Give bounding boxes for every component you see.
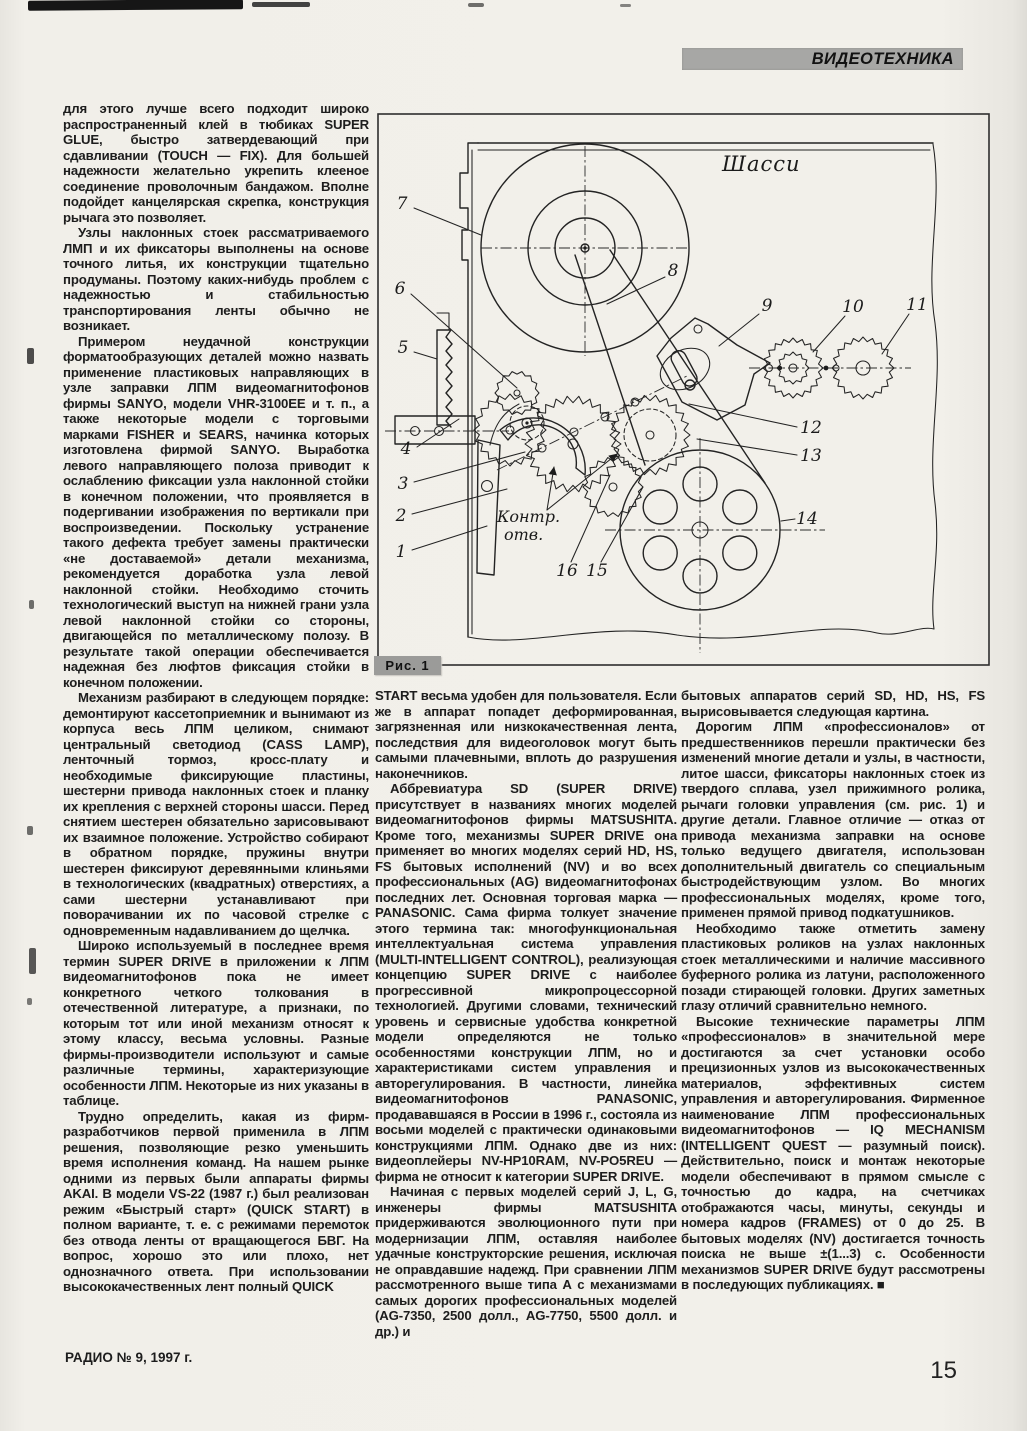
figure-callouts — [395, 194, 928, 581]
rack-bracket — [437, 313, 449, 330]
chassis-left-edge — [460, 143, 478, 637]
text-column-2 — [375, 688, 677, 1339]
callout-number: 8 — [667, 261, 679, 281]
control-hole-label: Контр. — [497, 507, 561, 526]
scan-artifact — [27, 348, 34, 364]
page-number: 15 — [930, 1357, 957, 1384]
paragraph: бытовых аппаратов серий SD, HD, HS, FS вырисовывается следующая картина. — [681, 688, 985, 719]
callout-number: 4 — [400, 439, 412, 459]
callout-leader — [697, 439, 797, 455]
paragraph: Дорогим ЛПМ «профессионалов» от предшественников перешли практически без изменений многие детали и узлы, в частности, литое шасси, фиксаторы наклонных стоек из твердого сплава, узел прижимного ролика, рычаги головки управления (см. рис. 1) и другие детали. Главное отличие — отказ от привода механизма заправки на основе только ведущего двигателя, использован дополнительный двигатель со специальным быстродействующим узлом. Во многих профессиональных моделях, кроме того, применен прямой привод подкатушников. — [681, 719, 985, 920]
callout-number: 10 — [842, 297, 864, 317]
callout-number: 1 — [395, 542, 407, 562]
callout-leader — [414, 352, 437, 359]
torn-right-edge — [932, 144, 937, 629]
gear — [525, 396, 621, 491]
callout-leader — [412, 489, 507, 514]
journal-footer: РАДИО № 9, 1997 г. — [65, 1350, 193, 1365]
scan-artifact — [29, 948, 36, 974]
callout-number: 6 — [394, 279, 406, 299]
scan-artifact — [620, 4, 631, 7]
paragraph: Трудно определить, какая из фирм-разработчиков первой применила в ЛПМ решения, позволяющие резко уменьшить время исполнения команд. На нашем рынке одними из первых были аппараты фирмы AKAI. В модели VS-22 (1987 г.) был реализован режим «Быстрый старт» (QUICK START) в полном варианте, т. е. с режимами перемоток без отвода ленты от вращающегося БВГ. На вопрос, хорошо это или плохо, нет однозначного ответа. При использовании высококачественных лент полный QUICK — [63, 1108, 369, 1294]
paragraph: Примером неудачной конструкции форматообразующих деталей можно назвать применение пластиковых направляющих в узле заправки ЛПМ видеомагнитофонов фирмы SANYO, модели VHR-3100EE и т. п., а также некоторые модели с торговыми марками FISHER и SEARS, начинка которых изготовлена фирмой SANYO. Выработка левого направляющего полоза приводит к ослаблению фиксации узла наклонной стойки в конечном положении, что проявляется в подергивании изображения по вертикали при воспроизведении. Поскольку устранение такого дефекта требует замены практически «не доставаемой» детали механизма, рекомендуется доработка узла левой наклонной стойки. Необходимо сточить технологический выступ на нижней грани узла левой наклонной стойки со стороны, двигающейся по металлическому полозу. В результате такой операции обеспечивается надежная без люфтов фиксация стойки в конечном положении. — [63, 333, 369, 690]
callout-leader — [813, 316, 845, 352]
figure-drawing — [377, 113, 990, 666]
rack — [437, 330, 452, 427]
callout-leader — [411, 294, 517, 388]
callout-number: 2 — [395, 506, 407, 526]
callout-number: 5 — [397, 338, 409, 358]
control-hole-label: отв. — [504, 525, 544, 544]
callout-leader — [882, 314, 909, 354]
callout-number: 11 — [906, 295, 928, 315]
callout-number: 13 — [800, 446, 822, 466]
flywheel-hole — [643, 536, 677, 570]
scan-artifact — [28, 0, 243, 11]
text-column-3 — [681, 688, 985, 1293]
callout-leader — [417, 419, 459, 447]
callout-leader — [781, 519, 795, 521]
paragraph: START весьма удобен для пользователя. Если же в аппарат попадет деформированная, загрязненная или низкокачественная лента, последствия для видеоголовок могут быть самыми плачевными, вплоть до разрушения наконечников. — [375, 688, 677, 781]
scan-artifact — [29, 600, 34, 609]
callout-number: 3 — [397, 474, 409, 494]
paragraph: Широко используемый в последнее время термин SUPER DRIVE в приложении к ЛПМ видеомагнитофонов пока не имеет конкретного четкого толкования в отечественной литературе, а признаки, по которым тот или иной механизм относят к этому классу, весьма условны. Разные фирмы-производители используют и самые различные термины, характеризующие особенности ЛПМ. Некоторые из них указаны в таблице. — [63, 938, 369, 1108]
callout-number: 7 — [396, 194, 408, 214]
gear-pitch-circle — [624, 409, 676, 461]
torn-bottom-edge — [468, 628, 934, 640]
slot-boss — [653, 339, 717, 398]
callout-number: 15 — [586, 561, 608, 581]
text-column-1 — [63, 101, 369, 1295]
scan-artifact — [27, 826, 33, 835]
gear-hub — [609, 483, 617, 491]
flywheel-hole — [723, 536, 757, 570]
paragraph: Аббревиатура SD (SUPER DRIVE) присутствует в названиях многих моделей видеомагнитофонов фирмы MATSUSHITA. Кроме того, механизмы SUPER DRIVE она применяет во многих моделях серий HD, HS, FS бытовых исполнений (NV) и во всех профессиональных (AG) видеомагнитофонах последних лет. Основная торговая марка — PANASONIC. Сама фирма толкует значение этого термина так: многофункциональная интеллектуальная система управления (MULTI-INTELLIGENT CONTROL), реализующая концепцию SUPER DRIVE с наиболее прогрессивной микропроцессорной технологией. Другими словами, технический уровень и сервисные удобства конкретной модели определяются не только особенностями конструкции ЛПМ, но и характеристиками систем управления и авторегулирования. В частности, линейка видеомагнитофонов PANASONIC, продававшаяся в России в 1996 г., состояла из восьми моделей с практически одинаковыми конструкциями ЛПМ. Однако две из них: видеоплейеры NV-HP10RAM, NV-PO5REU — фирма не относит к категории SUPER DRIVE. — [375, 781, 677, 1184]
figure-1 — [377, 113, 990, 666]
belt-line — [610, 250, 765, 483]
callout-number: 9 — [761, 296, 773, 316]
paragraph: Узлы наклонных стоек рассматриваемого ЛМП и их фиксаторы выполнены на основе точного литья, их конструкции тщательно продуманы. Поэтому каких-нибудь проблем с надежностью и стабильностью транспортирования ленты обычно не возникает. — [63, 225, 369, 333]
scan-artifact — [468, 3, 484, 7]
gear — [474, 394, 546, 466]
paragraph: Высокие технические параметры ЛПМ «профессионалов» в значительной мере достигаются за счет установки особо прецизионных узлов из высококачественных материалов, эффективных систем управления и авторегулирования. Фирменное наименование ЛПМ профессиональных видеомагнитофонов — IQ MECHANISM (INTELLIGENT QUEST — разумный поиск). Действительно, поиск и монтаж некоторые модели обеспечивают в прямом смысле с точностью до кадра, на счетчиках отображаются часы, минуты, секунды и номера кадров (FRAMES) от 0 до 25. В бытовых моделях (NV) достигается точность поиска не выше ±(1...3) с. Особенности механизмов SUPER DRIVE будут рассмотрены в последующих публикациях. ■ — [681, 1013, 985, 1292]
flywheel-hole — [643, 490, 677, 524]
figure-caption: Рис. 1 — [374, 656, 441, 675]
callout-leader — [719, 314, 759, 346]
chassis-label: Шасси — [722, 152, 801, 176]
paragraph: Необходимо также отметить замену пластиковых роликов на узлах наклонных стоек металлическими и наличие массивного буферного ролика из латуни, расположенного позади стирающей головки. Других заметных глазу отличий сравнительно немного. — [681, 920, 985, 1013]
section-header-label: ВИДЕОТЕХНИКА — [811, 49, 954, 68]
paragraph: Начиная с первых моделей серий J, L, G, инженеры фирмы MATSUSHITA придерживаются эволюционного пути при модернизации ЛПМ, оставляя наиболее удачные конструкторские решения, исключая не оправдавшие надежд. При сравнении ЛПМ рассмотренного выше типа А с механизмами самых дорогих профессиональных моделей (AG-7350, 2500 долл., AG-7750, 5500 долл. и др.) и — [375, 1184, 677, 1339]
control-hole-arrow — [547, 467, 554, 510]
scan-artifact — [252, 2, 310, 7]
section-header-band — [682, 48, 963, 70]
callout-leader — [601, 487, 643, 562]
callout-leader — [607, 277, 665, 304]
callout-leader — [414, 208, 481, 235]
gear-hub — [646, 431, 654, 439]
callout-number: 12 — [800, 418, 822, 438]
callout-number: 14 — [796, 509, 818, 529]
paragraph: Механизм разбирают в следующем порядке: демонтируют кассетоприемник и вынимают из корпуса весь ЛПМ целиком, снимают центральный светодиод (CASS LAMP), ленточный тормоз, кросс-плату и необходимые фиксирующие пластины, шестерни привода наклонных стоек и планку их крепления с верхней стороны шасси. Перед снятием шестерен обязательно зарисовывают их взаимное положение. Устройство собирают в обратном порядке, пружины внутри шестерен фиксируют деревянными клиньями в технологических (квадратных) отверстиях, а сами шестерни устанавливают при поворачивании их по часовой стрелке с одновременным надавливанием до щелчка. — [63, 690, 369, 938]
callout-leader — [414, 452, 525, 482]
flywheel-hole — [723, 490, 757, 524]
paragraph: для этого лучше всего подходит широко распространенный клей в тюбиках SUPER GLUE, быстро затвердевающий при сдавливании (TOUCH — FIX). Для большей надежности желательно укрепить клееное соединение проволочным бандажом. Вполне подойдет канцелярская скрепка, конструкция рычага это позволяет. — [63, 101, 369, 225]
gear-hub — [514, 390, 520, 396]
callout-number: 16 — [556, 561, 578, 581]
callout-leader — [689, 404, 797, 427]
scan-artifact — [27, 998, 32, 1005]
callout-leader — [412, 526, 487, 550]
